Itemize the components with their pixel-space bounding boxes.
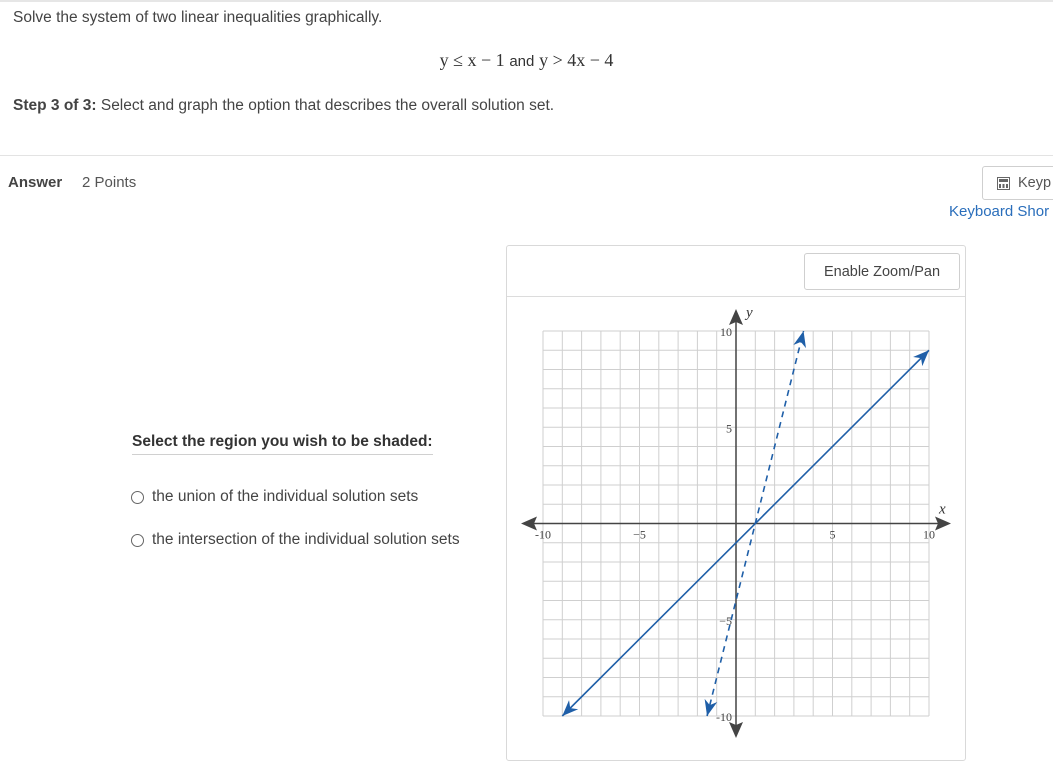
solid-line (562, 350, 929, 716)
x-tick-label: 5 (829, 527, 836, 542)
equation-joiner: and (509, 53, 535, 70)
x-tick-label: 10 (923, 527, 935, 542)
x-axis-label: x (939, 501, 946, 518)
step-text: Select and graph the option that describes the overall solution set. (96, 97, 555, 114)
question-prompt: Solve the system of two linear inequalities graphically. (13, 9, 383, 26)
region-select-title: Select the region you wish to be shaded: (132, 433, 433, 455)
keypad-button[interactable] (982, 166, 1053, 200)
inequality-system (0, 50, 1053, 71)
option-union-label: the union of the individual solution sets (152, 488, 419, 505)
calculator-icon (997, 177, 1010, 190)
option-union[interactable] (131, 488, 418, 506)
graph-card (506, 245, 966, 761)
x-tick-label: −5 (633, 527, 646, 542)
radio-union[interactable] (131, 491, 144, 504)
inequality-2: y > 4x − 4 (539, 50, 614, 70)
x-tick-label: -10 (535, 527, 551, 542)
y-axis-label: y (746, 305, 753, 321)
top-border (0, 0, 1053, 2)
y-tick-label: 5 (726, 421, 732, 436)
section-divider (0, 155, 1053, 156)
keypad-button-label: Keyp (1018, 175, 1052, 191)
inequality-1: y ≤ x − 1 (439, 50, 505, 70)
step-instruction (13, 97, 554, 115)
dashed-line-arrowhead (793, 331, 806, 348)
keyboard-shortcuts-link[interactable]: Keyboard Shor (949, 203, 1050, 220)
option-intersection[interactable] (131, 531, 460, 549)
enable-zoom-pan-button[interactable]: Enable Zoom/Pan (804, 253, 960, 290)
y-tick-label: −5 (719, 613, 732, 628)
option-intersection-label: the intersection of the individual solution sets (152, 531, 460, 548)
coordinate-plane[interactable] (507, 246, 965, 760)
radio-intersection[interactable] (131, 534, 144, 547)
points-label: 2 Points (82, 174, 137, 191)
y-tick-label: 10 (720, 325, 732, 339)
y-tick-label: -10 (716, 710, 732, 724)
answer-label: Answer (8, 174, 63, 191)
step-label: Step 3 of 3: (13, 97, 97, 114)
